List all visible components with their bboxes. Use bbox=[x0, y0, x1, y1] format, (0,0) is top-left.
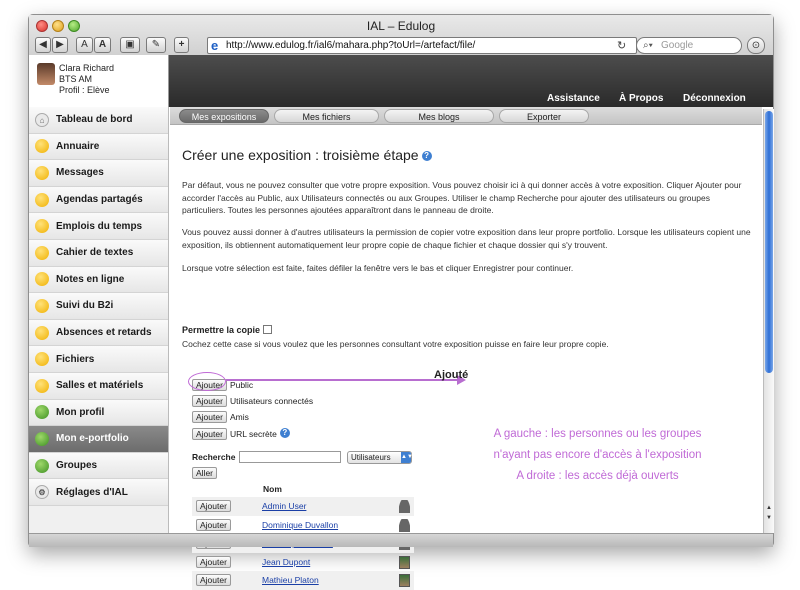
sidebar-item-label: Fichiers bbox=[56, 353, 95, 365]
site-header bbox=[29, 55, 773, 107]
table-row bbox=[192, 516, 414, 535]
sidebar-item-reglages[interactable] bbox=[29, 479, 168, 506]
sidebar-item-fichiers[interactable] bbox=[29, 346, 168, 373]
status-bar bbox=[29, 533, 773, 547]
grades-icon bbox=[35, 272, 49, 286]
name-column-header: Nom bbox=[263, 484, 282, 494]
page-title bbox=[182, 147, 432, 163]
pencil-icon: ✎ bbox=[151, 39, 161, 50]
sidebar-item-annuaire[interactable] bbox=[29, 134, 168, 161]
select-arrows-icon: ▲▼ bbox=[401, 452, 411, 463]
user-silhouette-icon bbox=[399, 519, 410, 532]
sidebar-item-cahier-de-textes[interactable] bbox=[29, 240, 168, 267]
sidebar-item-notes[interactable] bbox=[29, 267, 168, 294]
snapshot-button[interactable] bbox=[120, 37, 140, 53]
site-favicon-icon: e bbox=[211, 38, 219, 53]
profile-icon bbox=[35, 405, 49, 419]
sidebar bbox=[29, 107, 169, 533]
nav-assistance[interactable]: Assistance bbox=[547, 93, 600, 104]
add-user-button[interactable]: Ajouter bbox=[196, 519, 231, 531]
sidebar-item-label: Absences et retards bbox=[56, 327, 152, 339]
sidebar-item-label: Tableau de bord bbox=[56, 114, 133, 126]
sidebar-item-label: Messages bbox=[56, 167, 104, 179]
user-link[interactable]: Jean Dupont bbox=[262, 556, 311, 567]
files-icon bbox=[35, 352, 49, 366]
window-title: IAL – Edulog bbox=[366, 19, 436, 33]
sidebar-item-b2i[interactable] bbox=[29, 293, 168, 320]
edit-button[interactable] bbox=[146, 37, 166, 53]
tab-mes-fichiers[interactable]: Mes fichiers bbox=[274, 109, 379, 123]
calendar-icon bbox=[35, 193, 49, 207]
sidebar-item-absences[interactable] bbox=[29, 320, 168, 347]
search-icon: ⌕▾ bbox=[643, 40, 653, 51]
notebook-icon bbox=[35, 246, 49, 260]
annotation-line-2: n'ayant pas encore d'accès à l'exposition bbox=[493, 449, 702, 461]
annotation-line-1: A gauche : les personnes ou les groupes bbox=[493, 428, 702, 440]
groups-icon bbox=[35, 459, 49, 473]
annotation-note bbox=[435, 424, 760, 487]
back-button[interactable] bbox=[35, 37, 51, 53]
add-public-button[interactable]: Ajouter bbox=[192, 379, 227, 391]
user-link[interactable]: Dominique Duvallon bbox=[262, 519, 339, 530]
access-label: URL secrète bbox=[229, 429, 277, 439]
nav-deconnexion[interactable]: Déconnexion bbox=[683, 93, 746, 104]
add-user-button[interactable]: Ajouter bbox=[196, 500, 231, 512]
copy-permission-label: Permettre la copie bbox=[182, 325, 261, 335]
add-secret-url-button[interactable]: Ajouter bbox=[192, 428, 227, 440]
rooms-icon bbox=[35, 379, 49, 393]
go-button[interactable]: Aller bbox=[192, 467, 217, 479]
access-label: Utilisateurs connectés bbox=[229, 396, 314, 406]
search-label: Recherche bbox=[192, 452, 236, 462]
added-panel-title: Ajouté bbox=[434, 369, 469, 381]
copy-permission bbox=[182, 325, 272, 335]
sidebar-item-label: Mon e-portfolio bbox=[56, 433, 129, 445]
main-panel bbox=[170, 107, 762, 586]
access-row-logged-in bbox=[192, 395, 313, 407]
intro-paragraph: Par défaut, vous ne pouvez consulter que votre propre exposition. Vous pouvez choisir ici à qui donner accès à votre exposition. Cliquer Ajouter pour accorder l'accès au Public, aux Utilisateurs connectés ou aux Groupes. Utiliser le champ Recherche pour ajouter des utilisateurs ou groupes particuliers. Toutes les personnes ajoutées apparaîtront dans le panneau de droite. bbox=[182, 180, 742, 215]
sidebar-item-label: Annuaire bbox=[56, 140, 100, 152]
browser-window bbox=[28, 14, 774, 586]
stop-loading-button[interactable]: ⊙ bbox=[747, 37, 765, 54]
table-row bbox=[192, 571, 414, 590]
tab-mes-blogs[interactable]: Mes blogs bbox=[384, 109, 494, 123]
sidebar-item-label: Suivi du B2i bbox=[56, 300, 114, 312]
b2i-icon bbox=[35, 299, 49, 313]
profile-info bbox=[59, 63, 114, 96]
sidebar-item-mon-profil[interactable] bbox=[29, 400, 168, 427]
absences-icon bbox=[35, 326, 49, 340]
access-row-secret-url bbox=[192, 428, 290, 440]
search-scope-value: Utilisateurs bbox=[351, 453, 391, 462]
add-user-button[interactable]: Ajouter bbox=[196, 574, 231, 586]
text-larger-button[interactable]: A bbox=[94, 37, 111, 53]
copy-checkbox[interactable] bbox=[263, 325, 272, 334]
table-row bbox=[192, 553, 414, 572]
sidebar-item-tableau-de-bord[interactable] bbox=[29, 107, 168, 134]
sidebar-item-label: Emplois du temps bbox=[56, 220, 143, 232]
highlight-circle bbox=[188, 372, 226, 391]
tab-exporter[interactable]: Exporter bbox=[499, 109, 589, 123]
sidebar-item-label: Groupes bbox=[56, 460, 98, 472]
user-link[interactable]: Mathieu Platon bbox=[262, 575, 319, 586]
home-icon: ⌂ bbox=[35, 113, 49, 127]
page-title-text: Créer une exposition : troisième étape bbox=[182, 147, 419, 163]
sidebar-item-salles[interactable] bbox=[29, 373, 168, 400]
add-logged-in-button[interactable]: Ajouter bbox=[192, 395, 227, 407]
sidebar-item-label: Salles et matériels bbox=[56, 380, 144, 392]
profile-class: BTS AM bbox=[59, 74, 93, 84]
user-silhouette-icon bbox=[399, 500, 410, 513]
page-content bbox=[29, 55, 773, 586]
sidebar-item-mon-e-portfolio[interactable] bbox=[29, 426, 168, 453]
url-text: http://www.edulog.fr/ial6/mahara.php?toUrl=/artefact/file/ bbox=[226, 40, 476, 51]
reload-icon[interactable]: ↻ bbox=[617, 40, 627, 52]
profile-name: Clara Richard bbox=[59, 63, 115, 73]
user-search-input[interactable] bbox=[239, 451, 341, 463]
directory-icon bbox=[35, 139, 49, 153]
forward-arrow-icon: ▶ bbox=[56, 39, 64, 50]
profile-card bbox=[29, 55, 169, 107]
sidebar-item-agendas[interactable] bbox=[29, 187, 168, 214]
help-icon[interactable]: ? bbox=[422, 151, 432, 161]
profile-role: Profil : Elève bbox=[59, 85, 110, 95]
add-friends-button[interactable]: Ajouter bbox=[192, 411, 227, 423]
vertical-scrollbar[interactable] bbox=[763, 109, 774, 533]
user-link[interactable]: Admin User bbox=[262, 501, 307, 512]
settings-icon: ⚙ bbox=[35, 485, 49, 499]
sidebar-item-label: Cahier de textes bbox=[56, 247, 134, 259]
search-placeholder: Google bbox=[661, 40, 694, 51]
user-photo-icon bbox=[399, 556, 410, 569]
add-user-button[interactable]: Ajouter bbox=[196, 556, 231, 568]
sidebar-item-label: Réglages d'IAL bbox=[56, 486, 128, 498]
camera-icon: ▣ bbox=[125, 39, 135, 50]
sidebar-item-label: Mon profil bbox=[56, 406, 105, 418]
access-row-friends bbox=[192, 411, 249, 423]
search-scope-select[interactable] bbox=[347, 451, 412, 464]
nav-a-propos[interactable]: À Propos bbox=[619, 93, 664, 104]
user-photo-icon bbox=[399, 574, 410, 587]
annotation-arrow bbox=[226, 379, 461, 381]
sidebar-item-emplois-du-temps[interactable] bbox=[29, 213, 168, 240]
scroll-up-icon[interactable]: ▲ bbox=[766, 505, 772, 511]
help-icon[interactable]: ? bbox=[280, 428, 290, 438]
scroll-down-icon[interactable]: ▼ bbox=[766, 515, 772, 521]
scrollbar-thumb[interactable] bbox=[765, 111, 773, 373]
copy-description: Cochez cette case si vous voulez que les personnes consultant votre exposition puisse en faire leur propre copie. bbox=[182, 339, 609, 349]
back-arrow-icon: ◀ bbox=[39, 39, 47, 50]
table-row bbox=[192, 497, 414, 516]
search-field[interactable] bbox=[636, 37, 742, 54]
sidebar-item-label: Agendas partagés bbox=[56, 194, 143, 206]
schedule-icon bbox=[35, 219, 49, 233]
access-label: Public bbox=[229, 380, 254, 390]
portfolio-icon bbox=[35, 432, 49, 446]
sidebar-item-groupes[interactable] bbox=[29, 453, 168, 480]
text-smaller-button[interactable]: A bbox=[76, 37, 93, 53]
annotation-line-3: A droite : les accès déjà ouverts bbox=[516, 470, 679, 482]
sidebar-item-label: Notes en ligne bbox=[56, 273, 125, 285]
add-bookmark-button[interactable]: + bbox=[174, 37, 189, 53]
tab-bar bbox=[170, 107, 762, 125]
access-label: Amis bbox=[229, 412, 249, 422]
messages-icon bbox=[35, 166, 49, 180]
sidebar-item-messages[interactable] bbox=[29, 160, 168, 187]
address-bar[interactable] bbox=[207, 37, 637, 54]
avatar bbox=[37, 63, 55, 85]
copy-info-paragraph: Vous pouvez aussi donner à d'autres utilisateurs la permission de copier votre exposition dans leur propre portfolio. Lorsque les utilisateurs copient une exposition, ils obtiennent automatiquement leur propre copie de chaque fichier et chaque dossier qui s'y trouvent. bbox=[182, 227, 751, 250]
save-info-paragraph: Lorsque votre sélection est faite, faites défiler la fenêtre vers le bas et cliquer Enregistrer pour continuer. bbox=[182, 263, 574, 273]
tab-mes-expositions[interactable]: Mes expositions bbox=[179, 109, 269, 123]
forward-button[interactable] bbox=[52, 37, 68, 53]
